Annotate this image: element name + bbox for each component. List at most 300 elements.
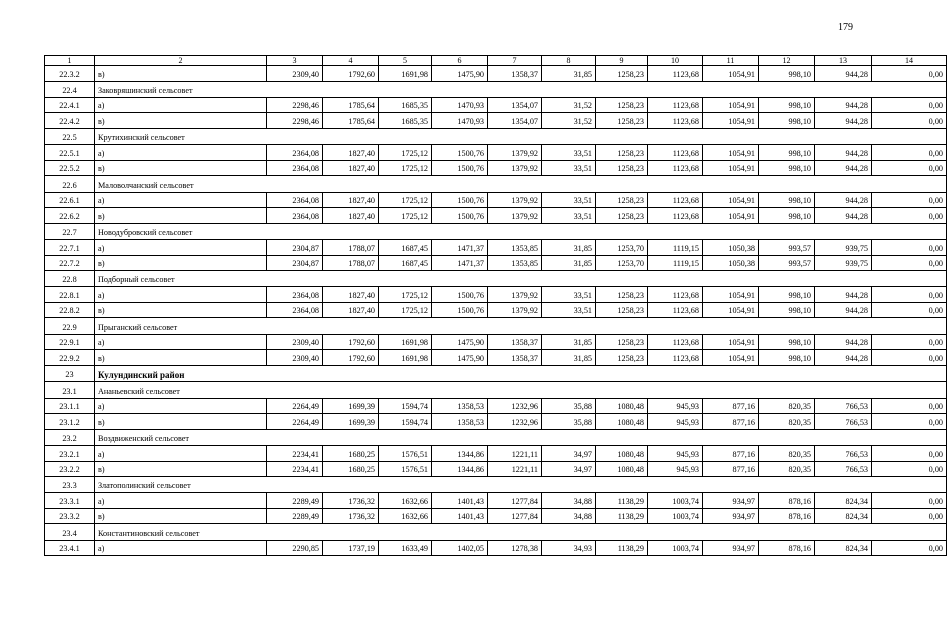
value-cell: 877,16 — [703, 398, 759, 414]
value-cell: 998,10 — [759, 334, 815, 350]
row-code: 22.8.2 — [45, 302, 95, 318]
value-cell: 1119,15 — [648, 255, 703, 271]
value-cell: 34,97 — [542, 446, 596, 462]
value-cell: 1475,90 — [432, 350, 488, 366]
value-cell: 1500,76 — [432, 302, 488, 318]
value-cell: 1691,98 — [379, 350, 432, 366]
group-title: Подборный сельсовет — [95, 271, 947, 287]
value-cell: 1054,91 — [703, 145, 759, 161]
value-cell: 1576,51 — [379, 446, 432, 462]
value-cell: 2304,87 — [267, 240, 323, 256]
row-label: а) — [95, 540, 267, 556]
value-cell: 2234,41 — [267, 461, 323, 477]
row-label: в) — [95, 508, 267, 524]
table-row — [45, 508, 947, 524]
value-cell: 2364,08 — [267, 145, 323, 161]
value-cell: 1080,48 — [596, 398, 648, 414]
value-cell: 1500,76 — [432, 145, 488, 161]
value-cell: 2298,46 — [267, 97, 323, 113]
row-code: 23.3.1 — [45, 493, 95, 509]
value-cell: 1258,23 — [596, 113, 648, 129]
value-cell: 1687,45 — [379, 255, 432, 271]
row-code: 23.1.1 — [45, 398, 95, 414]
value-cell: 2298,46 — [267, 113, 323, 129]
value-cell: 1358,53 — [432, 398, 488, 414]
value-cell: 1725,12 — [379, 302, 432, 318]
value-cell: 2364,08 — [267, 160, 323, 176]
value-cell: 1401,43 — [432, 508, 488, 524]
value-cell: 998,10 — [759, 287, 815, 303]
value-cell: 944,28 — [815, 160, 872, 176]
value-cell: 2264,49 — [267, 414, 323, 430]
value-cell: 0,00 — [872, 113, 947, 129]
row-code: 23.2 — [45, 429, 95, 445]
value-cell: 33,51 — [542, 192, 596, 208]
row-code: 22.6.2 — [45, 208, 95, 224]
value-cell: 766,53 — [815, 461, 872, 477]
table-row — [45, 334, 947, 350]
row-code: 22.4.1 — [45, 97, 95, 113]
value-cell: 1827,40 — [323, 287, 379, 303]
value-cell: 766,53 — [815, 414, 872, 430]
row-code: 22.5 — [45, 128, 95, 144]
group-row — [45, 429, 947, 445]
value-cell: 1138,29 — [596, 508, 648, 524]
value-cell: 1138,29 — [596, 540, 648, 556]
column-header: 1 — [45, 56, 95, 66]
group-row — [45, 477, 947, 493]
value-cell: 1632,66 — [379, 508, 432, 524]
value-cell: 2364,08 — [267, 208, 323, 224]
value-cell: 939,75 — [815, 240, 872, 256]
value-cell: 1379,92 — [488, 192, 542, 208]
value-cell: 878,16 — [759, 508, 815, 524]
value-cell: 1258,23 — [596, 192, 648, 208]
value-cell: 33,51 — [542, 160, 596, 176]
value-cell: 1123,68 — [648, 97, 703, 113]
value-cell: 1050,38 — [703, 255, 759, 271]
value-cell: 31,52 — [542, 113, 596, 129]
value-cell: 1475,90 — [432, 334, 488, 350]
row-label: а) — [95, 192, 267, 208]
tariff-table — [44, 55, 947, 556]
value-cell: 2309,40 — [267, 66, 323, 82]
value-cell: 1685,35 — [379, 97, 432, 113]
value-cell: 1054,91 — [703, 334, 759, 350]
value-cell: 877,16 — [703, 461, 759, 477]
group-title: Прыганский сельсовет — [95, 318, 947, 334]
row-label: а) — [95, 493, 267, 509]
value-cell: 31,85 — [542, 240, 596, 256]
value-cell: 0,00 — [872, 240, 947, 256]
row-code: 22.7.1 — [45, 240, 95, 256]
value-cell: 1054,91 — [703, 113, 759, 129]
group-title: Златополинский сельсовет — [95, 477, 947, 493]
page-number: 179 — [838, 22, 853, 33]
value-cell: 939,75 — [815, 255, 872, 271]
row-code: 22.6.1 — [45, 192, 95, 208]
column-header: 10 — [648, 56, 703, 66]
value-cell: 1054,91 — [703, 160, 759, 176]
value-cell: 35,88 — [542, 398, 596, 414]
value-cell: 1827,40 — [323, 192, 379, 208]
value-cell: 877,16 — [703, 446, 759, 462]
column-header: 5 — [379, 56, 432, 66]
value-cell: 2234,41 — [267, 446, 323, 462]
value-cell: 0,00 — [872, 192, 947, 208]
table-row — [45, 540, 947, 556]
value-cell: 1258,23 — [596, 97, 648, 113]
value-cell: 1258,23 — [596, 302, 648, 318]
value-cell: 0,00 — [872, 540, 947, 556]
value-cell: 34,97 — [542, 461, 596, 477]
value-cell: 1258,23 — [596, 160, 648, 176]
value-cell: 998,10 — [759, 302, 815, 318]
value-cell: 1792,60 — [323, 350, 379, 366]
row-code: 22.5.1 — [45, 145, 95, 161]
value-cell: 1736,32 — [323, 508, 379, 524]
value-cell: 993,57 — [759, 255, 815, 271]
value-cell: 998,10 — [759, 160, 815, 176]
value-cell: 1402,05 — [432, 540, 488, 556]
value-cell: 1736,32 — [323, 493, 379, 509]
row-code: 22.7.2 — [45, 255, 95, 271]
table-row — [45, 160, 947, 176]
value-cell: 998,10 — [759, 350, 815, 366]
value-cell: 0,00 — [872, 287, 947, 303]
value-cell: 1379,92 — [488, 208, 542, 224]
value-cell: 1123,68 — [648, 66, 703, 82]
group-title: Константиновский сельсовет — [95, 524, 947, 540]
value-cell: 998,10 — [759, 192, 815, 208]
value-cell: 0,00 — [872, 66, 947, 82]
value-cell: 33,51 — [542, 287, 596, 303]
value-cell: 944,28 — [815, 287, 872, 303]
value-cell: 34,88 — [542, 493, 596, 509]
value-cell: 998,10 — [759, 145, 815, 161]
group-title: Заковряшинский сельсовет — [95, 81, 947, 97]
row-label: в) — [95, 208, 267, 224]
row-label: а) — [95, 398, 267, 414]
value-cell: 944,28 — [815, 208, 872, 224]
table-row — [45, 287, 947, 303]
value-cell: 934,97 — [703, 508, 759, 524]
value-cell: 945,93 — [648, 461, 703, 477]
value-cell: 1344,86 — [432, 446, 488, 462]
value-cell: 1003,74 — [648, 508, 703, 524]
value-cell: 1680,25 — [323, 461, 379, 477]
value-cell: 945,93 — [648, 398, 703, 414]
value-cell: 0,00 — [872, 414, 947, 430]
group-row — [45, 524, 947, 540]
value-cell: 1633,49 — [379, 540, 432, 556]
row-code: 23.3.2 — [45, 508, 95, 524]
value-cell: 877,16 — [703, 414, 759, 430]
value-cell: 934,97 — [703, 493, 759, 509]
value-cell: 998,10 — [759, 97, 815, 113]
value-cell: 2364,08 — [267, 192, 323, 208]
value-cell: 1632,66 — [379, 493, 432, 509]
row-label: а) — [95, 240, 267, 256]
value-cell: 1792,60 — [323, 66, 379, 82]
column-header: 2 — [95, 56, 267, 66]
row-code: 22.3.2 — [45, 66, 95, 82]
value-cell: 1258,23 — [596, 334, 648, 350]
table-row — [45, 240, 947, 256]
value-cell: 1827,40 — [323, 302, 379, 318]
value-cell: 998,10 — [759, 113, 815, 129]
value-cell: 820,35 — [759, 446, 815, 462]
value-cell: 2264,49 — [267, 398, 323, 414]
value-cell: 944,28 — [815, 66, 872, 82]
value-cell: 1500,76 — [432, 192, 488, 208]
row-code: 22.8.1 — [45, 287, 95, 303]
value-cell: 766,53 — [815, 446, 872, 462]
value-cell: 1221,11 — [488, 446, 542, 462]
row-code: 23.2.1 — [45, 446, 95, 462]
value-cell: 0,00 — [872, 302, 947, 318]
table-row — [45, 66, 947, 82]
value-cell: 1138,29 — [596, 493, 648, 509]
value-cell: 1725,12 — [379, 208, 432, 224]
value-cell: 2309,40 — [267, 334, 323, 350]
value-cell: 820,35 — [759, 414, 815, 430]
value-cell: 1277,84 — [488, 508, 542, 524]
value-cell: 1278,38 — [488, 540, 542, 556]
value-cell: 33,51 — [542, 208, 596, 224]
row-code: 22.4.2 — [45, 113, 95, 129]
value-cell: 1119,15 — [648, 240, 703, 256]
value-cell: 1827,40 — [323, 145, 379, 161]
value-cell: 1258,23 — [596, 145, 648, 161]
value-cell: 1123,68 — [648, 192, 703, 208]
value-cell: 1080,48 — [596, 461, 648, 477]
value-cell: 993,57 — [759, 240, 815, 256]
table-row — [45, 145, 947, 161]
value-cell: 998,10 — [759, 66, 815, 82]
value-cell: 1123,68 — [648, 302, 703, 318]
table-row — [45, 255, 947, 271]
value-cell: 1258,23 — [596, 66, 648, 82]
column-header: 12 — [759, 56, 815, 66]
value-cell: 1379,92 — [488, 287, 542, 303]
value-cell: 2364,08 — [267, 287, 323, 303]
value-cell: 1785,64 — [323, 97, 379, 113]
row-code: 22.4 — [45, 81, 95, 97]
value-cell: 1344,86 — [432, 461, 488, 477]
value-cell: 2309,40 — [267, 350, 323, 366]
value-cell: 1054,91 — [703, 208, 759, 224]
table-row — [45, 208, 947, 224]
row-code: 23.2.2 — [45, 461, 95, 477]
row-code: 22.6 — [45, 176, 95, 192]
column-header: 6 — [432, 56, 488, 66]
table-row — [45, 192, 947, 208]
value-cell: 0,00 — [872, 334, 947, 350]
value-cell: 1500,76 — [432, 208, 488, 224]
value-cell: 33,51 — [542, 145, 596, 161]
row-label: в) — [95, 302, 267, 318]
value-cell: 0,00 — [872, 97, 947, 113]
value-cell: 1253,70 — [596, 255, 648, 271]
value-cell: 1788,07 — [323, 240, 379, 256]
row-label: а) — [95, 287, 267, 303]
table-row — [45, 113, 947, 129]
value-cell: 824,34 — [815, 493, 872, 509]
column-header-row — [45, 56, 947, 66]
group-row — [45, 128, 947, 144]
row-code: 22.9 — [45, 318, 95, 334]
value-cell: 1123,68 — [648, 145, 703, 161]
value-cell: 1725,12 — [379, 287, 432, 303]
row-label: в) — [95, 66, 267, 82]
group-row — [45, 318, 947, 334]
group-title: Воздвиженский сельсовет — [95, 429, 947, 445]
group-row — [45, 223, 947, 239]
row-code: 22.9.2 — [45, 350, 95, 366]
row-code: 22.9.1 — [45, 334, 95, 350]
value-cell: 944,28 — [815, 302, 872, 318]
group-row — [45, 382, 947, 398]
row-code: 23.1 — [45, 382, 95, 398]
value-cell: 1379,92 — [488, 160, 542, 176]
value-cell: 820,35 — [759, 461, 815, 477]
value-cell: 1054,91 — [703, 66, 759, 82]
group-title: Маловолчанский сельсовет — [95, 176, 947, 192]
row-code: 22.5.2 — [45, 160, 95, 176]
value-cell: 1358,37 — [488, 350, 542, 366]
column-header: 8 — [542, 56, 596, 66]
value-cell: 1792,60 — [323, 334, 379, 350]
group-row — [45, 81, 947, 97]
row-label: в) — [95, 461, 267, 477]
value-cell: 1054,91 — [703, 302, 759, 318]
value-cell: 0,00 — [872, 461, 947, 477]
value-cell: 1691,98 — [379, 334, 432, 350]
row-code: 23.4 — [45, 524, 95, 540]
value-cell: 1123,68 — [648, 113, 703, 129]
value-cell: 1576,51 — [379, 461, 432, 477]
table-row — [45, 398, 947, 414]
value-cell: 1277,84 — [488, 493, 542, 509]
value-cell: 1379,92 — [488, 145, 542, 161]
group-title: Ананьевский сельсовет — [95, 382, 947, 398]
section-row — [45, 365, 947, 381]
value-cell: 1737,19 — [323, 540, 379, 556]
value-cell: 0,00 — [872, 350, 947, 366]
value-cell: 31,52 — [542, 97, 596, 113]
column-header: 9 — [596, 56, 648, 66]
value-cell: 1353,85 — [488, 240, 542, 256]
table-row — [45, 446, 947, 462]
group-row — [45, 176, 947, 192]
value-cell: 1353,85 — [488, 255, 542, 271]
value-cell: 1699,39 — [323, 414, 379, 430]
value-cell: 0,00 — [872, 493, 947, 509]
row-label: а) — [95, 97, 267, 113]
value-cell: 934,97 — [703, 540, 759, 556]
row-label: в) — [95, 255, 267, 271]
value-cell: 1080,48 — [596, 446, 648, 462]
value-cell: 34,88 — [542, 508, 596, 524]
value-cell: 1003,74 — [648, 540, 703, 556]
table-row — [45, 302, 947, 318]
row-label: а) — [95, 334, 267, 350]
value-cell: 1354,07 — [488, 113, 542, 129]
value-cell: 1471,37 — [432, 240, 488, 256]
row-code: 23 — [45, 365, 95, 381]
value-cell: 1470,93 — [432, 113, 488, 129]
value-cell: 766,53 — [815, 398, 872, 414]
row-label: в) — [95, 350, 267, 366]
row-code: 22.8 — [45, 271, 95, 287]
value-cell: 1054,91 — [703, 287, 759, 303]
value-cell: 1123,68 — [648, 287, 703, 303]
value-cell: 945,93 — [648, 414, 703, 430]
value-cell: 944,28 — [815, 97, 872, 113]
value-cell: 0,00 — [872, 398, 947, 414]
column-header: 3 — [267, 56, 323, 66]
value-cell: 945,93 — [648, 446, 703, 462]
value-cell: 1470,93 — [432, 97, 488, 113]
row-code: 23.1.2 — [45, 414, 95, 430]
row-label: в) — [95, 113, 267, 129]
value-cell: 1050,38 — [703, 240, 759, 256]
value-cell: 2364,08 — [267, 302, 323, 318]
column-header: 4 — [323, 56, 379, 66]
value-cell: 944,28 — [815, 113, 872, 129]
value-cell: 1401,43 — [432, 493, 488, 509]
value-cell: 1123,68 — [648, 160, 703, 176]
value-cell: 34,93 — [542, 540, 596, 556]
value-cell: 35,88 — [542, 414, 596, 430]
value-cell: 1500,76 — [432, 160, 488, 176]
value-cell: 944,28 — [815, 145, 872, 161]
table-row — [45, 461, 947, 477]
row-code: 22.7 — [45, 223, 95, 239]
value-cell: 878,16 — [759, 540, 815, 556]
value-cell: 998,10 — [759, 208, 815, 224]
value-cell: 1221,11 — [488, 461, 542, 477]
value-cell: 1594,74 — [379, 398, 432, 414]
value-cell: 0,00 — [872, 255, 947, 271]
table-row — [45, 350, 947, 366]
value-cell: 0,00 — [872, 208, 947, 224]
value-cell: 1379,92 — [488, 302, 542, 318]
table-body — [45, 56, 947, 556]
section-title: Кулундинский район — [95, 365, 947, 381]
value-cell: 1785,64 — [323, 113, 379, 129]
row-code: 23.4.1 — [45, 540, 95, 556]
value-cell: 1691,98 — [379, 66, 432, 82]
row-code: 23.3 — [45, 477, 95, 493]
value-cell: 1827,40 — [323, 160, 379, 176]
column-header: 13 — [815, 56, 872, 66]
value-cell: 1258,23 — [596, 287, 648, 303]
value-cell: 31,85 — [542, 255, 596, 271]
value-cell: 1054,91 — [703, 97, 759, 113]
value-cell: 1358,37 — [488, 66, 542, 82]
value-cell: 944,28 — [815, 350, 872, 366]
value-cell: 1500,76 — [432, 287, 488, 303]
value-cell: 1687,45 — [379, 240, 432, 256]
value-cell: 31,85 — [542, 350, 596, 366]
value-cell: 1054,91 — [703, 192, 759, 208]
value-cell: 1354,07 — [488, 97, 542, 113]
table-row — [45, 97, 947, 113]
value-cell: 1358,53 — [432, 414, 488, 430]
value-cell: 1232,96 — [488, 414, 542, 430]
